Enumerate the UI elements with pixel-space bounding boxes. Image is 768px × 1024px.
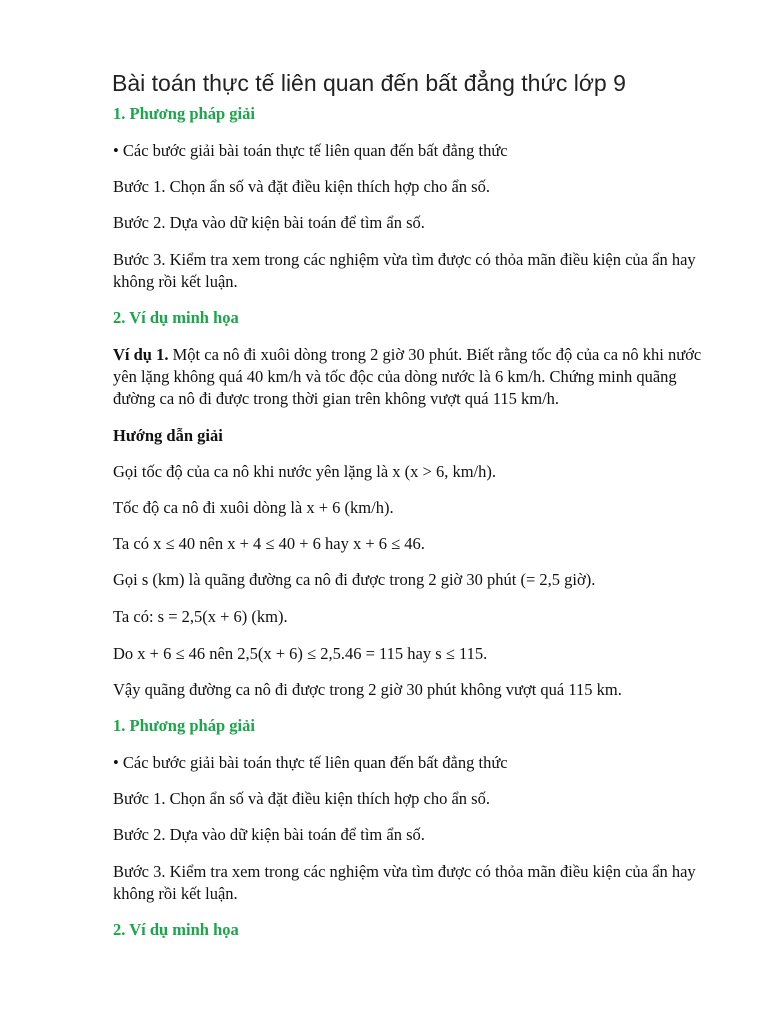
step-2: Bước 2. Dựa vào dữ kiện bài toán để tìm ẩn số.: [113, 213, 425, 232]
example-label: Ví dụ 1.: [113, 345, 169, 364]
step-3-repeat: Bước 3. Kiểm tra xem trong các nghiệm vừa tìm được có thỏa mãn điều kiện của ẩn hay không rồi kết luận.: [113, 862, 696, 903]
solution-line: Tốc độ ca nô đi xuôi dòng là x + 6 (km/h).: [113, 498, 394, 517]
section-heading-example: 2. Ví dụ minh họa: [113, 308, 239, 327]
solution-line: Vậy quãng đường ca nô đi được trong 2 giờ 30 phút không vượt quá 115 km.: [113, 680, 622, 699]
section-heading-method: 1. Phương pháp giải: [113, 104, 255, 123]
step-2-repeat: Bước 2. Dựa vào dữ kiện bài toán để tìm ẩn số.: [113, 825, 425, 844]
steps-intro: • Các bước giải bài toán thực tế liên quan đến bất đẳng thức: [113, 141, 508, 160]
solution-line: Ta có x ≤ 40 nên x + 4 ≤ 40 + 6 hay x + 6 ≤ 46.: [113, 534, 425, 553]
solution-line: Do x + 6 ≤ 46 nên 2,5(x + 6) ≤ 2,5.46 = 115 hay s ≤ 115.: [113, 644, 488, 663]
solution-line: Gọi tốc độ của ca nô khi nước yên lặng là x (x > 6, km/h).: [113, 462, 497, 481]
step-1: Bước 1. Chọn ẩn số và đặt điều kiện thích hợp cho ẩn số.: [113, 177, 490, 196]
section-heading-example-repeat: 2. Ví dụ minh họa: [113, 920, 239, 939]
solution-line: Ta có: s = 2,5(x + 6) (km).: [113, 607, 288, 626]
step-1-repeat: Bước 1. Chọn ẩn số và đặt điều kiện thích hợp cho ẩn số.: [113, 789, 490, 808]
steps-intro-repeat: • Các bước giải bài toán thực tế liên quan đến bất đẳng thức: [113, 753, 508, 772]
section-heading-method-repeat: 1. Phương pháp giải: [113, 716, 255, 735]
page-title: Bài toán thực tế liên quan đến bất đẳng thức lớp 9: [112, 70, 626, 96]
step-3: Bước 3. Kiểm tra xem trong các nghiệm vừa tìm được có thỏa mãn điều kiện của ẩn hay không rồi kết luận.: [113, 250, 696, 291]
example-paragraph: [113, 344, 713, 410]
solution-line: Gọi s (km) là quãng đường ca nô đi được trong 2 giờ 30 phút (= 2,5 giờ).: [113, 570, 596, 589]
example-text: Một ca nô đi xuôi dòng trong 2 giờ 30 phút. Biết rằng tốc độ của ca nô khi nước yên lặng không quá 40 km/h và tốc độc của dòng nước là 6 km/h. Chứng minh quãng đường ca nô đi được trong thời gian trên không vượt quá 115 km/h.: [113, 345, 702, 408]
guide-heading: Hướng dẫn giải: [113, 426, 223, 445]
